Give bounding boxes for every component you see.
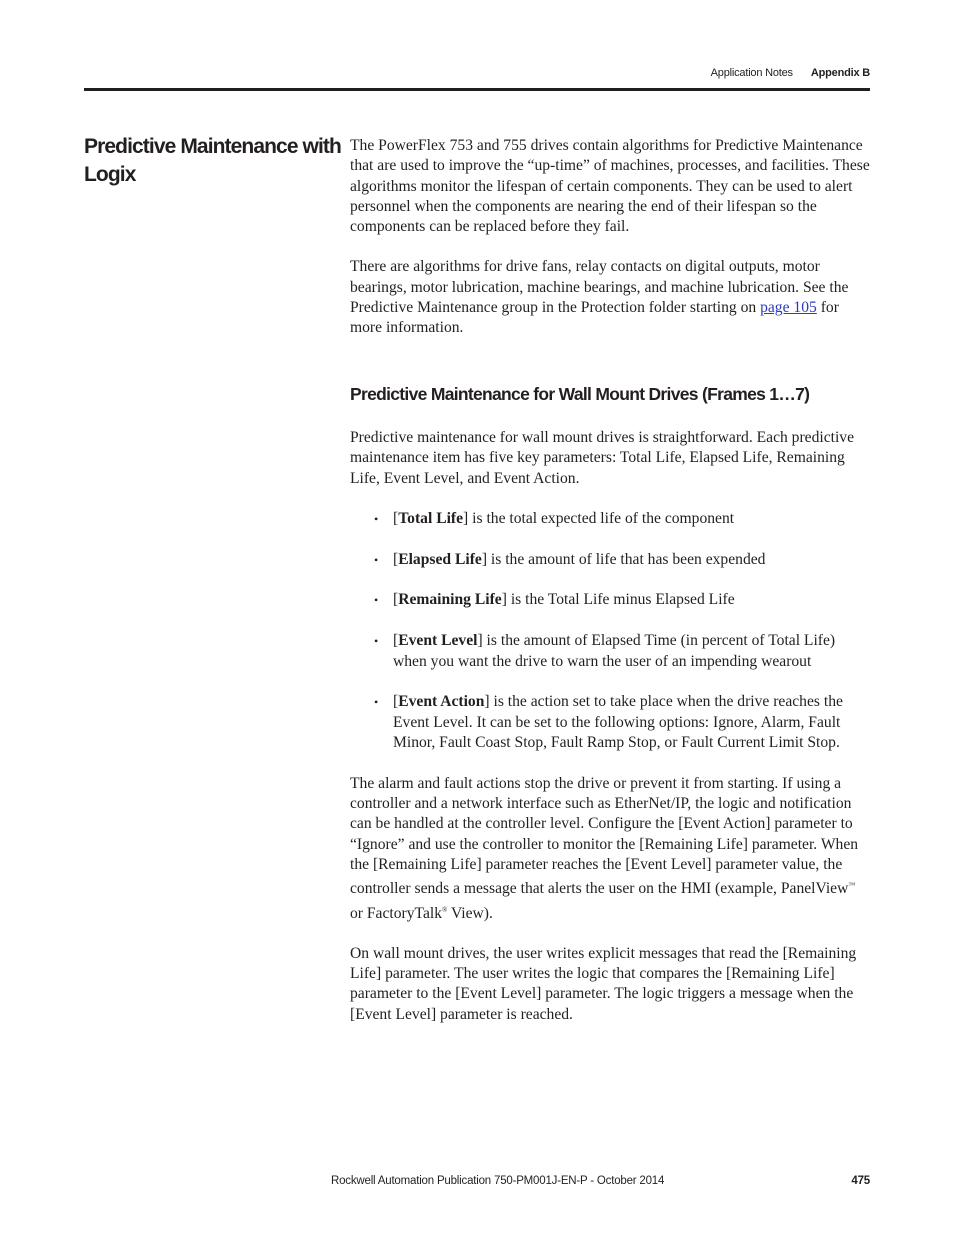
registered-symbol: ® [442,905,448,914]
list-item: • [Total Life] is the total expected life of the component [350,509,872,529]
page-number: 475 [851,1175,870,1187]
bullet-icon: • [374,695,379,710]
intro-p2-text: There are algorithms for drive fans, relay contacts on digital outputs, motor bearings, motor lubrication, machine bearings, and machine lubrication. See the Predictive Maintenance group in the Protection folder starting on [350,258,849,317]
parameter-term: Event Level [398,632,478,650]
section-title: Predictive Maintenance with Logix [84,135,341,186]
intro-p2-text-end: for more information. [350,299,839,337]
page-105-link[interactable]: page 105 [760,299,817,317]
intro-paragraph-1: The PowerFlex 753 and 755 drives contain algorithms for Predictive Maintenance that are used to improve the “up-time” of machines, processes, and facilities. These algorithms monitor the lifespan of certain components. They can be used to alert personnel when the components are nearing the end of their lifespan so the components can be replaced before they fail. [350,137,870,236]
header-rule [84,88,870,91]
intro-paragraph-2 [350,257,872,338]
parameter-term: Remaining Life [398,591,502,609]
bullet-icon: • [374,511,379,526]
list-item: • [Elapsed Life] is the amount of life that has been expended [350,550,872,570]
p2-text: The alarm and fault actions stop the drive or prevent it from starting. If using a controller and a network interface such as EtherNet/IP, the logic and notification can be handled at the controller level. Configure the [Event Action] parameter to “Ignore” and use the controller to monitor the [Remaining Life] parameter. When the [Remaining Life] parameter reaches the [Event Level] parameter value, the controller sends a message that alerts the user on the HMI (example, PanelView [350,774,859,898]
parameter-description: ] is the amount of life that has been expended [481,550,766,568]
parameter-term: Total Life [398,509,464,527]
subsection-body [350,428,872,1045]
subsection-paragraph-1: Predictive maintenance for wall mount drives is straightforward. Each predictive maintenance item has five key parameters: Total Life, Elapsed Life, Remaining Life, Event Level, and Event Action. [350,429,855,487]
list-item: • [Event Level] is the amount of Elapsed Time (in percent of Total Life) when you want the drive to warn the user of an impending wearout [374,632,836,670]
parameter-description: ] is the amount of Elapsed Time (in percent of Total Life) when you want the drive to warn the user of an impending wearout [393,632,836,670]
subsection-title: Predictive Maintenance for Wall Mount Drives (Frames 1…7) [350,384,810,404]
header-appendix: Appendix B [810,67,870,79]
list-item: • [Event Action] is the action set to take place when the drive reaches the Event Level. It can be set to the following options: Ignore, Alarm, Fault Minor, Fault Coast Stop, Fault Ramp Stop, or Fault Current Limit Stop. [374,693,843,751]
parameter-description: ] is the total expected life of the component [463,509,735,527]
list-item: • [Remaining Life] is the Total Life minus Elapsed Life [350,590,872,610]
running-header [711,67,870,79]
bullet-icon: • [374,634,379,649]
header-section: Application Notes [710,67,793,79]
subsection-paragraph-2 [350,774,872,924]
parameter-list [350,509,872,753]
parameter-term: Elapsed Life [398,550,482,568]
bullet-icon: • [374,593,379,608]
p2-text-end: View). [447,904,493,922]
bullet-icon: • [374,552,379,567]
main-content [350,136,872,1023]
publication-info: Rockwell Automation Publication 750-PM001J-EN-P - October 2014 [331,1175,665,1187]
parameter-description: ] is the Total Life minus Elapsed Life [501,591,735,609]
subsection-paragraph-3: On wall mount drives, the user writes explicit messages that read the [Remaining Life] parameter. The user writes the logic that compares the [Remaining Life] parameter to the [Event Level] parameter. The logic triggers a message when the [Event Level] parameter is reached. [350,944,857,1023]
parameter-description: ] is the action set to take place when the drive reaches the Event Level. It can be set to the following options: Ignore, Alarm, Fault Minor, Fault Coast Stop, Fault Ramp Stop, or Fault Current Limit Stop. [393,693,843,751]
parameter-term: Event Action [398,693,485,711]
trademark-symbol: ™ [848,881,856,890]
p2-text-mid: or FactoryTalk [350,904,443,922]
